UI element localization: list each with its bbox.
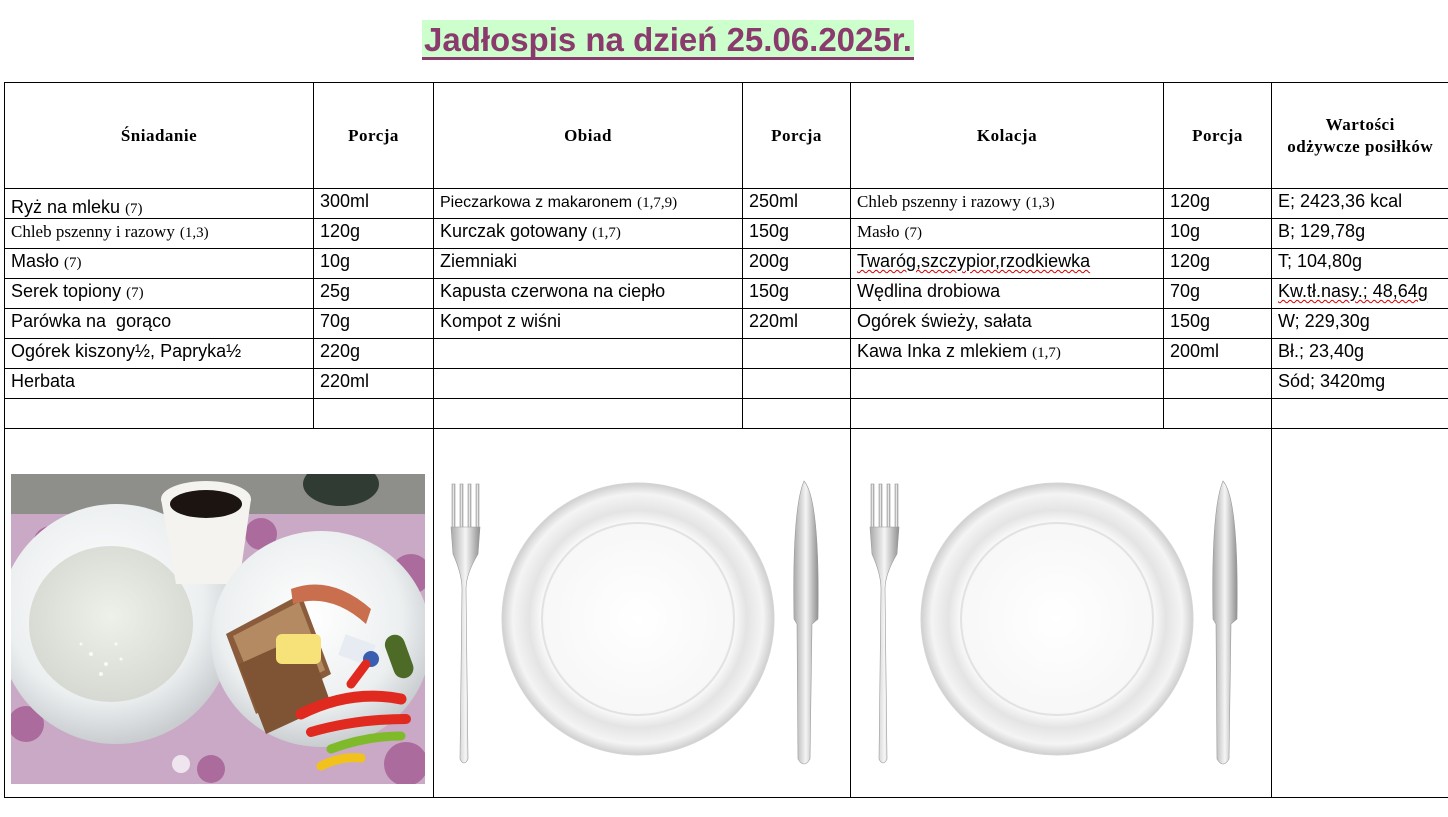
breakfast-cell [5, 219, 314, 249]
menu-table [4, 82, 1448, 798]
portion-cell: 120g [1164, 249, 1272, 279]
table-row [5, 309, 1448, 339]
dish-name: Twaróg,szczypior,rzodkiewka [857, 251, 1091, 271]
dish-name: Ziemniaki [440, 251, 518, 271]
page-title: Jadłospis na dzień 25.06.2025r. [424, 21, 912, 58]
nutrition-cell: T; 104,80g [1272, 249, 1448, 279]
dinner-cell [851, 189, 1164, 219]
header-lunch: Obiad [434, 83, 743, 189]
dish-name: Ogórek kiszony½, Papryka½ [11, 341, 242, 361]
dinner-photo-cell [851, 429, 1272, 798]
dish-name: Chleb pszenny i razowy [11, 222, 175, 241]
allergen-codes: (7) [125, 201, 143, 217]
portion-cell: 70g [1164, 279, 1272, 309]
portion-cell: 150g [1164, 309, 1272, 339]
portion-cell [1164, 369, 1272, 399]
dinner-cell [851, 309, 1164, 339]
allergen-codes: (7) [126, 285, 144, 301]
nutrition-cell: Sód; 3420mg [1272, 369, 1448, 399]
nutrition-cell: Bł.; 23,40g [1272, 339, 1448, 369]
dinner-cell [851, 399, 1164, 429]
breakfast-cell [5, 279, 314, 309]
portion-cell [1164, 399, 1272, 429]
fork-plate-knife-icon [442, 479, 842, 779]
table-row [5, 279, 1448, 309]
portion-cell: 300ml [314, 189, 434, 219]
portion-cell: 200g [743, 249, 851, 279]
portion-cell: 10g [1164, 219, 1272, 249]
table-row [5, 219, 1448, 249]
portion-cell: 220ml [314, 369, 434, 399]
nutrition-cell [1272, 399, 1448, 429]
breakfast-cell [5, 399, 314, 429]
breakfast-cell [5, 309, 314, 339]
dish-name: Kapusta czerwona na ciepło [440, 281, 666, 301]
allergen-codes: (7) [904, 225, 923, 241]
dish-name: Masło [857, 222, 900, 241]
dish-name: Ogórek świeży, sałata [857, 311, 1032, 331]
dinner-cell [851, 279, 1164, 309]
dish-name: Parówka na gorąco [11, 311, 172, 331]
portion-cell: 220ml [743, 309, 851, 339]
table-row [5, 339, 1448, 369]
dish-name: Kompot z wiśni [440, 311, 562, 331]
portion-cell: 150g [743, 279, 851, 309]
portion-cell: 220g [314, 339, 434, 369]
header-portion: Porcja [1164, 83, 1272, 189]
lunch-cell [434, 369, 743, 399]
header-portion: Porcja [314, 83, 434, 189]
breakfast-cell [5, 249, 314, 279]
header-dinner: Kolacja [851, 83, 1164, 189]
table-row [5, 399, 1448, 429]
portion-cell: 120g [1164, 189, 1272, 219]
lunch-cell [434, 219, 743, 249]
lunch-cell [434, 189, 743, 219]
header-nutrition-line2: odżywcze posiłków [1287, 136, 1434, 156]
header-nutrition [1272, 83, 1448, 189]
header-breakfast: Śniadanie [5, 83, 314, 189]
breakfast-cell [5, 189, 314, 219]
portion-cell: 70g [314, 309, 434, 339]
nutrition-cell: E; 2423,36 kcal [1272, 189, 1448, 219]
header-nutrition-line1: Wartości [1325, 114, 1395, 134]
table-row [5, 369, 1448, 399]
allergen-codes: (1,3) [1025, 195, 1055, 211]
dish-name: Ryż na mleku [11, 197, 121, 217]
dish-name: Kurczak gotowany [440, 221, 588, 241]
allergen-codes: (1,3) [179, 225, 209, 241]
portion-cell [743, 399, 851, 429]
dinner-cell [851, 219, 1164, 249]
header-row [5, 83, 1448, 189]
lunch-photo-cell [434, 429, 851, 798]
portion-cell [743, 339, 851, 369]
portion-cell: 250ml [743, 189, 851, 219]
dinner-cell [851, 339, 1164, 369]
nutrition-cell: W; 229,30g [1272, 309, 1448, 339]
fork-plate-knife-icon [861, 479, 1261, 779]
lunch-cell [434, 279, 743, 309]
portion-cell [314, 399, 434, 429]
breakfast-photo-cell [5, 429, 434, 798]
allergen-codes: (1,7) [1032, 345, 1061, 361]
allergen-codes: (1,7,9) [637, 195, 678, 211]
nutrition-photo-cell [1272, 429, 1448, 798]
nutrition-value: Kw.tł.nasy.; 48,64g [1278, 281, 1428, 301]
breakfast-cell: Herbata [5, 369, 314, 399]
dish-name: Wędlina drobiowa [857, 281, 1001, 301]
allergen-codes: (1,7) [592, 225, 621, 241]
dinner-cell [851, 249, 1164, 279]
nutrition-cell: B; 129,78g [1272, 219, 1448, 249]
dish-name: Serek topiony [11, 281, 122, 301]
lunch-cell [434, 339, 743, 369]
lunch-cell [434, 309, 743, 339]
portion-cell: 120g [314, 219, 434, 249]
portion-cell: 200ml [1164, 339, 1272, 369]
table-row [5, 249, 1448, 279]
dish-name: Masło [11, 251, 60, 271]
portion-cell: 150g [743, 219, 851, 249]
header-portion: Porcja [743, 83, 851, 189]
dish-name: Chleb pszenny i razowy [857, 192, 1021, 211]
portion-cell: 25g [314, 279, 434, 309]
portion-cell [743, 369, 851, 399]
nutrition-cell [1272, 279, 1448, 309]
lunch-cell [434, 249, 743, 279]
breakfast-cell [5, 339, 314, 369]
lunch-cell [434, 399, 743, 429]
photo-row [5, 429, 1448, 798]
portion-cell: 10g [314, 249, 434, 279]
dinner-cell [851, 369, 1164, 399]
allergen-codes: (7) [64, 255, 82, 271]
dish-name: Pieczarkowa z makaronem [440, 194, 633, 211]
table-row [5, 189, 1448, 219]
breakfast-tray-photo [11, 474, 425, 784]
dish-name: Kawa Inka z mlekiem [857, 341, 1028, 361]
